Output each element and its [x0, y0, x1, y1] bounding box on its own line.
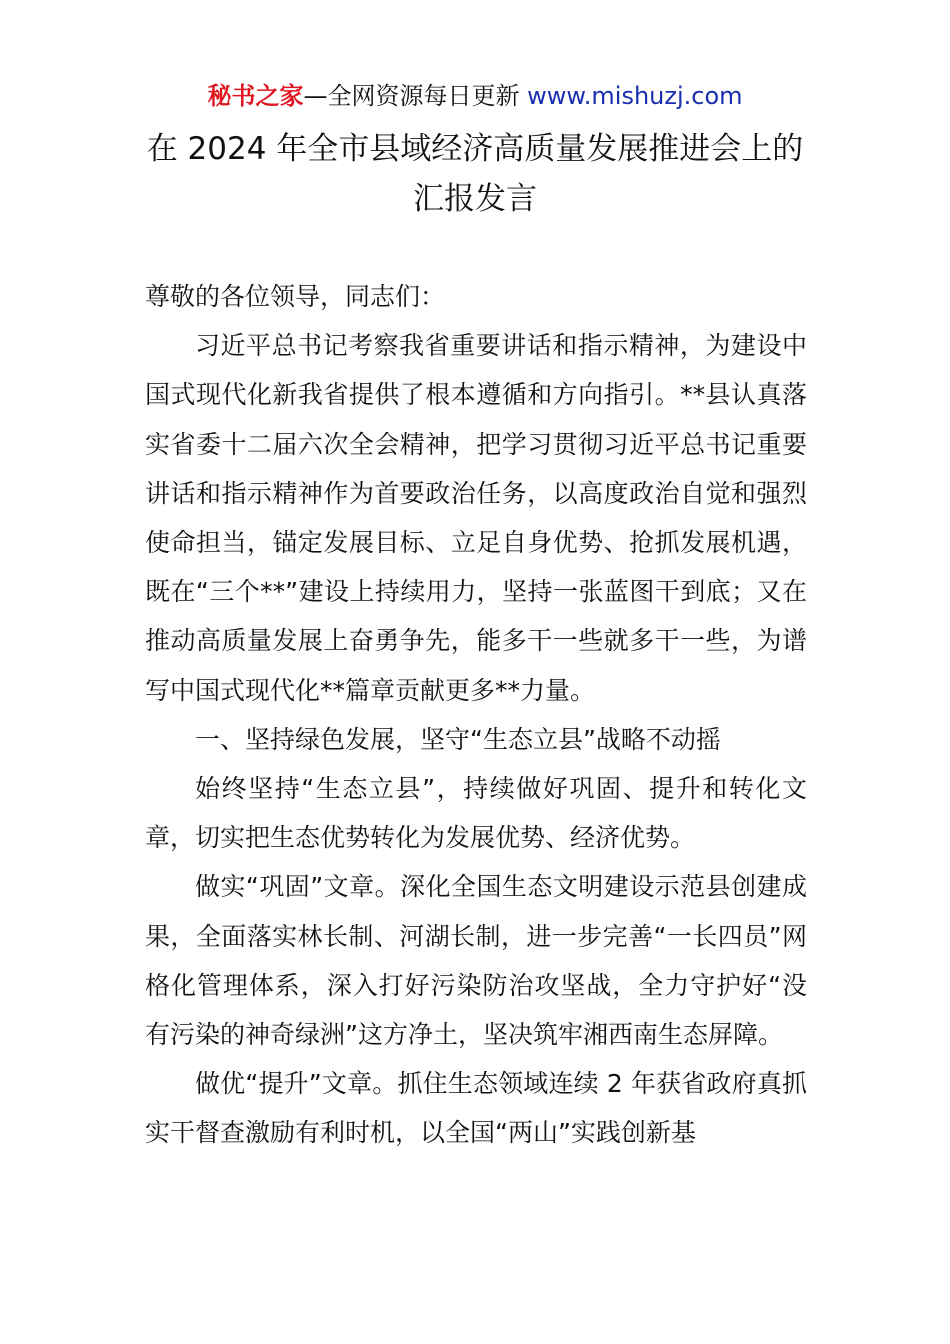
paragraph-consolidate: 做实“巩固”文章。深化全国生态文明建设示范县创建成果，全面落实林长制、河湖长制，进一步完善“一长四员”网格化管理体系，深入打好污染防治攻坚战，全力守护好“没有污染的神奇绿洲”这方净土，坚决筑牢湘西南生态屏障。: [145, 872, 807, 1050]
paragraph-improve: 做优“提升”文章。抓住生态领域连续 2 年获省政府真抓实干督查激励有利时机，以全国“两山”实践创新基: [145, 1069, 807, 1148]
document-body: [145, 272, 807, 1158]
salutation: 尊敬的各位领导，同志们：: [145, 282, 446, 311]
brand-name: 秘书之家: [207, 82, 304, 110]
site-banner: [0, 80, 950, 112]
site-url-link[interactable]: www.mishuzj.com: [527, 82, 743, 110]
title-line-1: 在 2024 年全市县域经济高质量发展推进会上的: [146, 131, 804, 167]
paragraph-intro: 习近平总书记考察我省重要讲话和指示精神，为建设中国式现代化新我省提供了根本遵循和方向指引。**县认真落实省委十二届六次全会精神，把学习贯彻习近平总书记重要讲话和指示精神作为首要政治任务，以高度政治自觉和强烈使命担当，锚定发展目标、立足自身优势、抢抓发展机遇，既在“三个**”建设上持续用力，坚持一张蓝图干到底；又在推动高质量发展上奋勇争先，能多干一些就多干一些，为谱写中国式现代化**篇章贡献更多**力量。: [145, 331, 807, 705]
banner-tagline: —全网资源每日更新: [303, 82, 528, 110]
paragraph-section-1-intro: 始终坚持“生态立县”，持续做好巩固、提升和转化文章，切实把生态优势转化为发展优势、经济优势。: [145, 774, 807, 853]
section-heading-1: 一、坚持绿色发展，坚守“生态立县”战略不动摇: [195, 724, 721, 754]
document-title: [0, 124, 950, 224]
title-line-2: 汇报发言: [413, 181, 537, 217]
